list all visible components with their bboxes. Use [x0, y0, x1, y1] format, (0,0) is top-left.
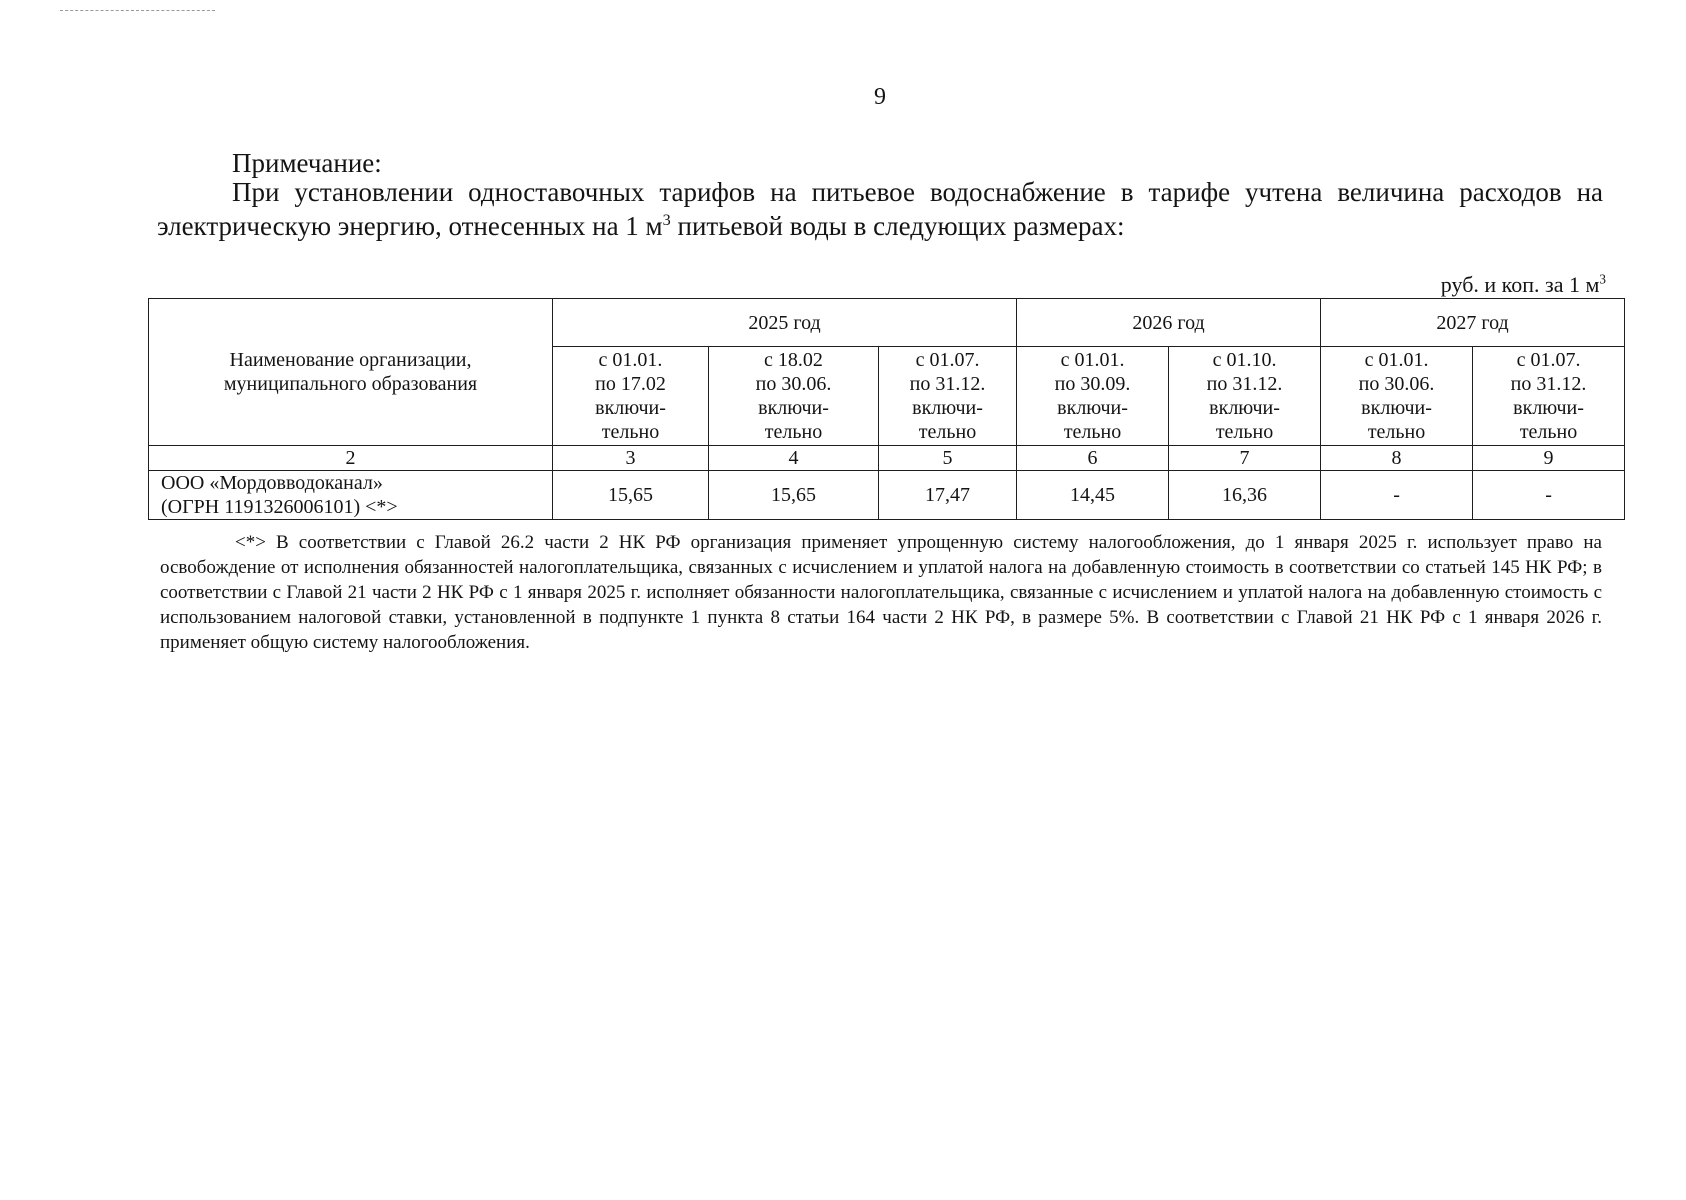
note-paragraph	[157, 175, 1603, 243]
note-text-before: При установлении одноставочных тарифов на питьевое водоснабжение в тарифе учтена величина расходов на электрическую энергию, отнесенных на 1 м	[157, 177, 1603, 241]
period-header: с 01.01. по 30.06. включи- тельно	[1321, 347, 1473, 446]
tariff-value: 16,36	[1169, 471, 1321, 520]
column-number: 8	[1321, 446, 1473, 471]
organization-name: ООО «Мордовводоканал» (ОГРН 1191326006101) <*>	[149, 471, 553, 520]
column-number: 2	[149, 446, 553, 471]
unit-label	[1441, 272, 1606, 298]
page-number: 9	[874, 84, 886, 110]
period-header: с 01.10. по 31.12. включи- тельно	[1169, 347, 1321, 446]
period-header: с 01.07. по 31.12. включи- тельно	[879, 347, 1017, 446]
unit-superscript: 3	[1599, 271, 1606, 287]
period-header: с 01.01. по 30.09. включи- тельно	[1017, 347, 1169, 446]
tariff-value: -	[1473, 471, 1625, 520]
column-number: 7	[1169, 446, 1321, 471]
year-header: 2025 год	[553, 299, 1017, 347]
table-row	[149, 471, 1625, 520]
note-text-after: питьевой воды в следующих размерах:	[670, 211, 1125, 241]
column-number: 9	[1473, 446, 1625, 471]
column-number-row	[149, 446, 1625, 471]
column-number: 3	[553, 446, 709, 471]
year-header: 2027 год	[1321, 299, 1625, 347]
note-superscript: 3	[662, 211, 671, 229]
tariff-value: -	[1321, 471, 1473, 520]
column-number: 4	[709, 446, 879, 471]
name-column-header: Наименование организации, муниципального образования	[149, 299, 553, 446]
period-header: с 01.01. по 17.02 включи- тельно	[553, 347, 709, 446]
tariff-value: 17,47	[879, 471, 1017, 520]
column-number: 6	[1017, 446, 1169, 471]
scan-artifact-line	[60, 10, 215, 13]
note-title: Примечание:	[232, 148, 382, 178]
table-header-years	[149, 299, 1625, 347]
tariff-table	[148, 298, 1625, 520]
column-number: 5	[879, 446, 1017, 471]
tariff-value: 15,65	[553, 471, 709, 520]
footnote: <*> В соответствии с Главой 26.2 части 2 НК РФ организация применяет упрощенную систему налогообложения, до 1 января 2025 г. использует право на освобождение от исполнения обязанностей налогоплательщика, связанных с исчислением и уплатой налога на добавленную стоимость в соответствии со статьей 145 НК РФ; в соответствии с Главой 21 части 2 НК РФ с 1 января 2025 г. исполняет обязанности налогоплательщика, связанные с исчислением и уплатой налога на добавленную стоимость с использованием налоговой ставки, установленной в подпункте 1 пункта 8 статьи 164 части 2 НК РФ, в размере 5%. В соответствии с Главой 21 НК РФ с 1 января 2026 г. применяет общую систему налогообложения.	[160, 532, 1602, 653]
year-header: 2026 год	[1017, 299, 1321, 347]
unit-text: руб. и коп. за 1 м	[1440, 272, 1600, 297]
tariff-value: 15,65	[709, 471, 879, 520]
period-header: с 01.07. по 31.12. включи- тельно	[1473, 347, 1625, 446]
tariff-value: 14,45	[1017, 471, 1169, 520]
period-header: с 18.02 по 30.06. включи- тельно	[709, 347, 879, 446]
